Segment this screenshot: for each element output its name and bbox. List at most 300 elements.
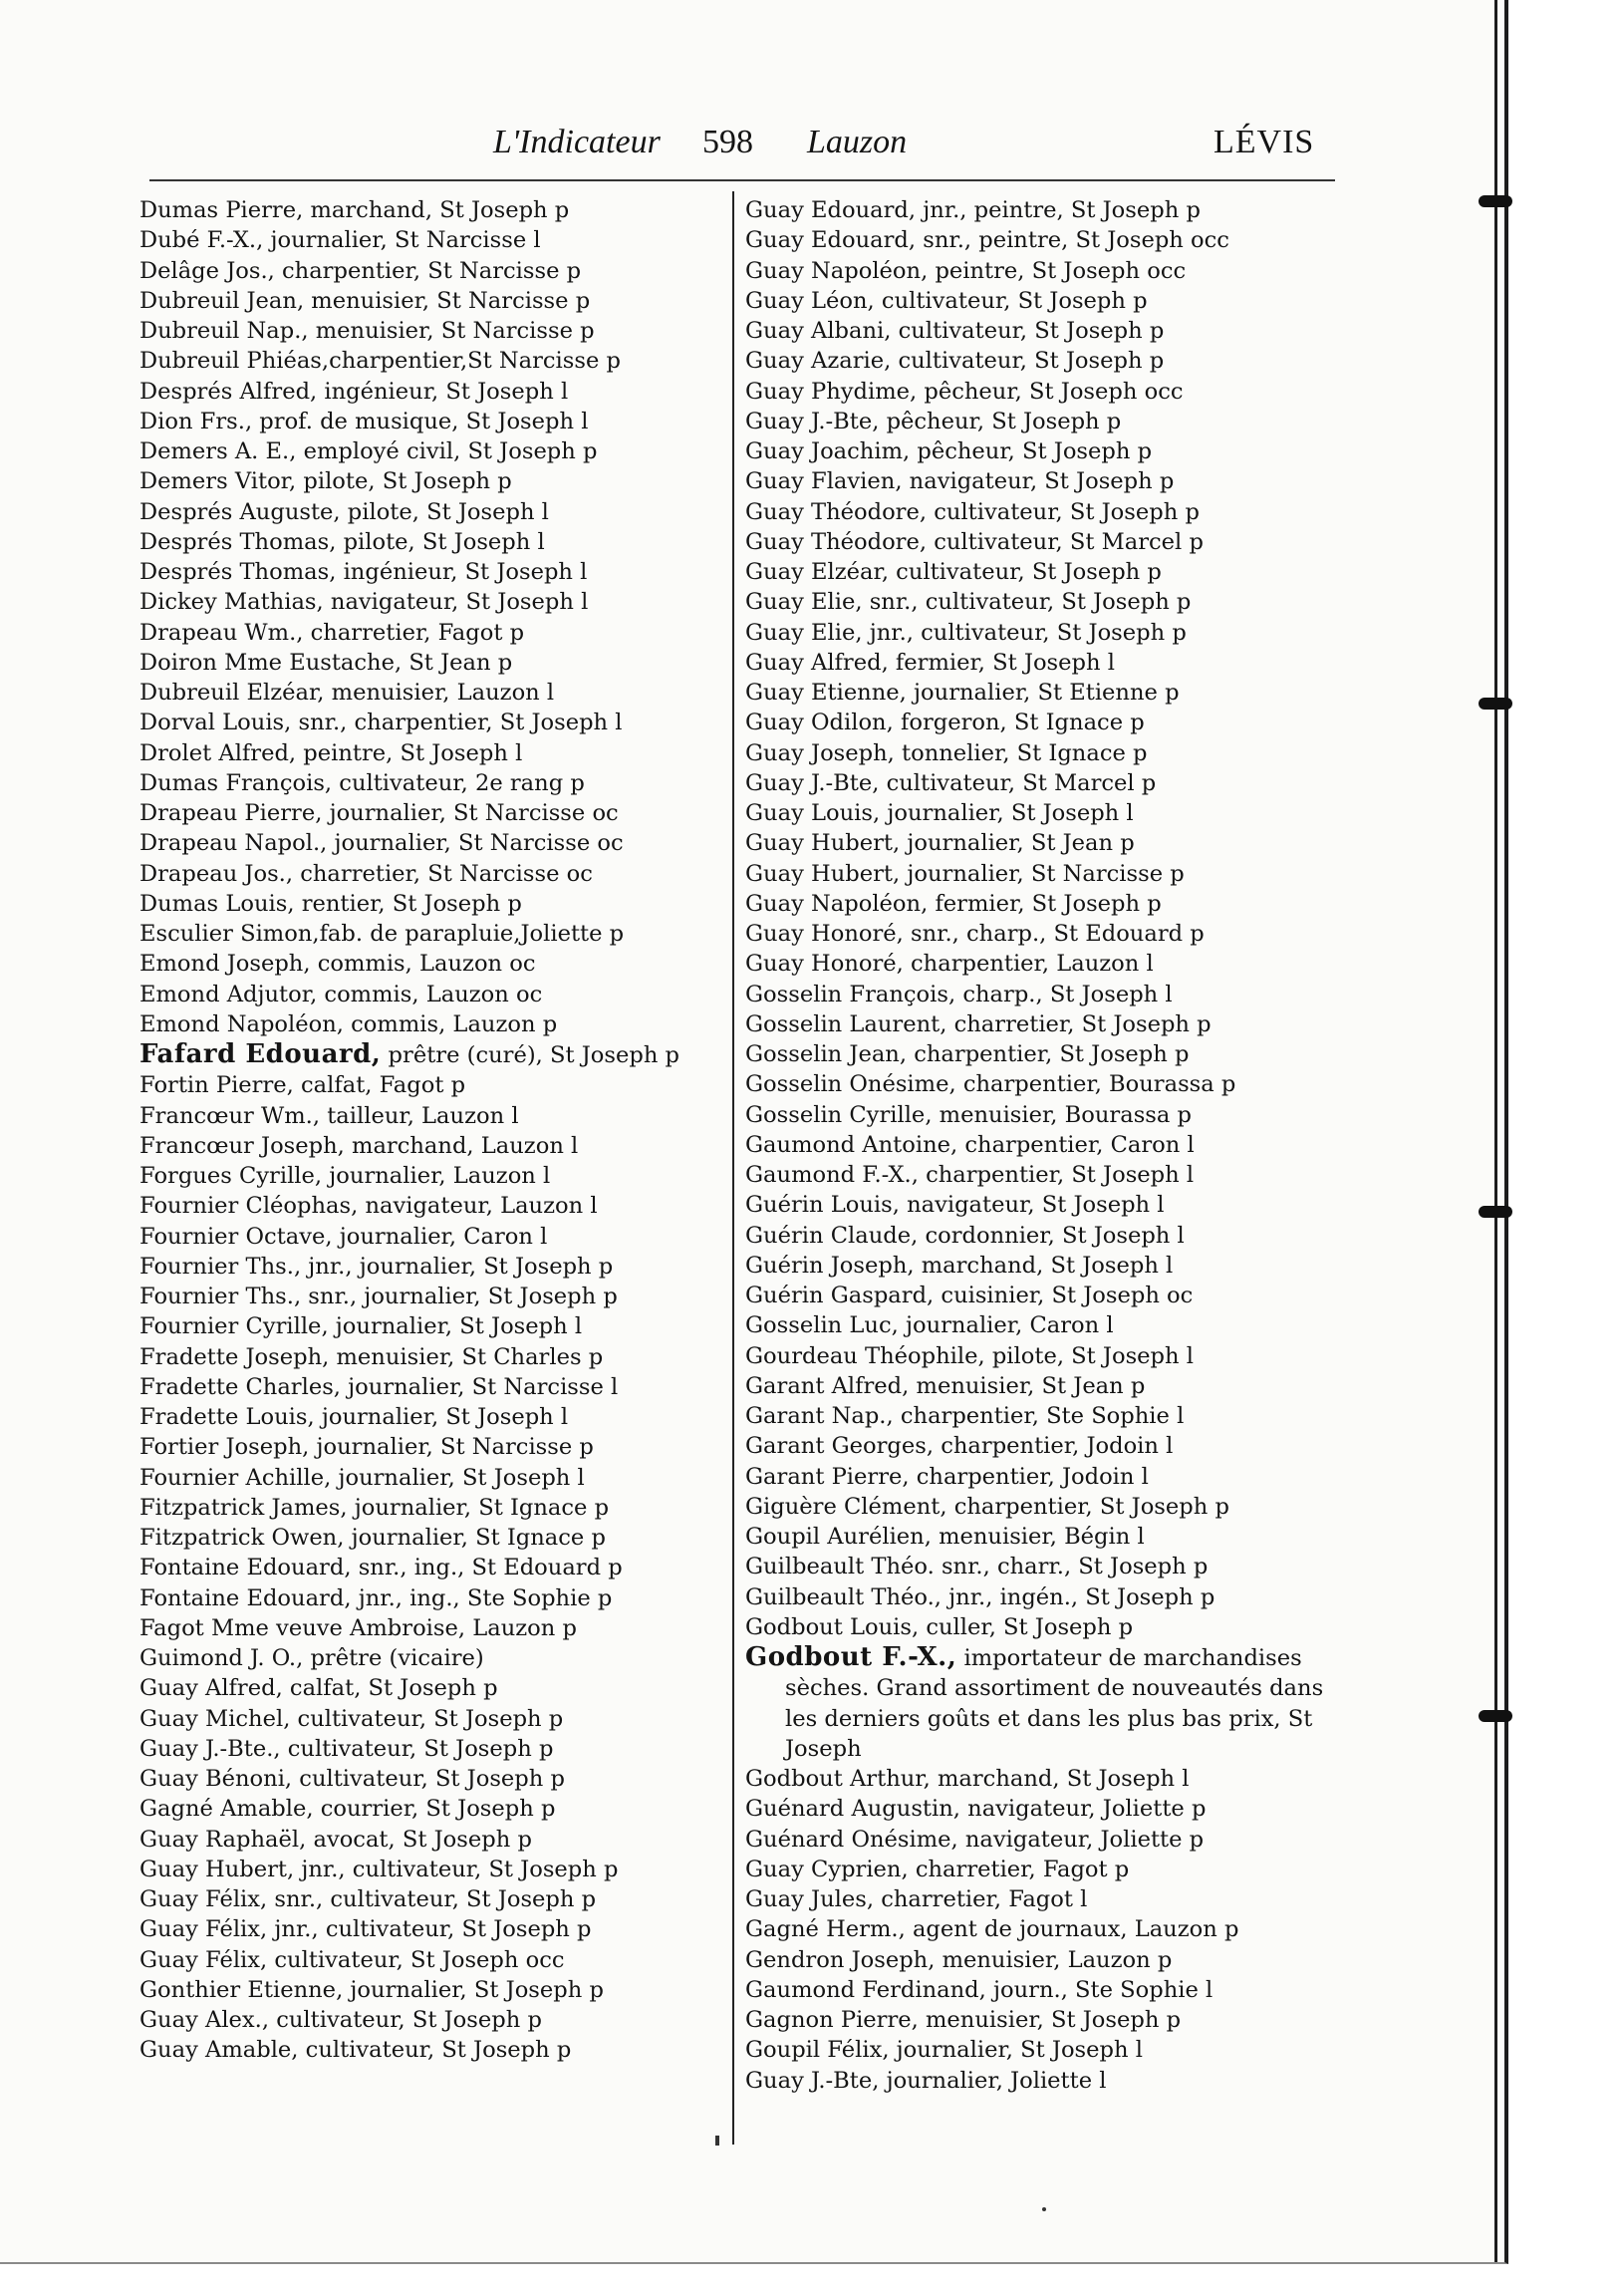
directory-entry (745, 708, 1333, 737)
entry-details: , charretier, St Narcisse oc (285, 860, 593, 887)
directory-entry (745, 2035, 1333, 2065)
entry-name: Guérin Gaspard (745, 1283, 928, 1308)
entry-details: , menuisier, St Narcisse p (296, 287, 591, 314)
entry-name: Garant Nap. (745, 1403, 887, 1429)
entry-details: , prof. de musique, St Joseph l (244, 408, 589, 434)
directory-entry (139, 1975, 722, 2005)
directory-entry (745, 1401, 1333, 1431)
directory-entry (139, 1463, 722, 1493)
entry-name: Gagné Herm. (745, 1916, 899, 1943)
left-column (139, 195, 722, 2066)
entry-name: Gagnon Pierre (745, 2007, 912, 2033)
directory-entry (745, 1884, 1333, 1914)
entry-details: , journalier, St Etienne p (899, 680, 1180, 706)
binding-clip (1479, 1710, 1512, 1722)
entry-name: Guay J.-Bte (745, 408, 873, 434)
directory-entry (745, 1642, 1333, 1764)
entry-name: Guilbeault Théo. (745, 1554, 935, 1580)
directory-entry (745, 195, 1333, 225)
section-place: Lauzon (807, 124, 908, 160)
entry-details: , journalier, Lauzon l (314, 1163, 551, 1189)
entry-details: veuve Ambroise, Lauzon p (268, 1614, 577, 1641)
entry-details: , pilote, St Joseph l (329, 528, 545, 555)
directory-entry (745, 1281, 1333, 1310)
entry-name: Fradette Charles (139, 1373, 334, 1400)
entry-details: , cultivateur, 2e rang p (324, 769, 585, 796)
directory-entry (745, 1582, 1333, 1612)
page-speck (1042, 2207, 1046, 2211)
directory-entry (745, 859, 1333, 889)
entry-name: Gaumond Ferdinand (745, 1976, 979, 2003)
directory-entry (139, 1402, 722, 1432)
entry-details: , marchand, St Joseph l (907, 1252, 1174, 1279)
directory-entry (139, 1311, 722, 1341)
directory-entry (139, 587, 722, 617)
entry-name: Guay Cyprien (745, 1856, 902, 1882)
entry-details: , menuisier, St Charles p (322, 1343, 604, 1370)
directory-entry (139, 889, 722, 919)
entry-name: Guay Elie (745, 619, 856, 646)
entry-details: , jnr., peintre, St Joseph p (908, 197, 1201, 223)
entry-name: Guay Hubert (745, 830, 893, 857)
entry-name: Guay Napoléon (745, 257, 922, 284)
entry-name: Drapeau Jos. (139, 860, 286, 887)
entry-name: Garant Alfred (745, 1372, 903, 1399)
entry-name: Gendron Joseph (745, 1946, 929, 1973)
entry-details: , menuisier, St Joseph p (911, 2007, 1182, 2033)
entry-name: Guay Phydime (745, 378, 911, 405)
entry-details: , cultivateur, St Marcel p (872, 769, 1157, 796)
entry-name: Fafard Edouard, (139, 1039, 382, 1069)
directory-entry (139, 828, 722, 858)
page-header (149, 124, 1335, 163)
entry-details: , cuisinier, St Joseph oc (927, 1283, 1194, 1308)
directory-entry (745, 407, 1333, 436)
entry-details: , snr., ing., St Edouard p (344, 1555, 623, 1581)
directory-entry (745, 466, 1333, 496)
entry-name: Guérin Louis (745, 1192, 893, 1219)
entry-name: Giguère Clément (745, 1493, 941, 1520)
entry-name: Guérin Joseph (745, 1252, 908, 1279)
entry-name: Doiron Mme (139, 649, 283, 676)
header-rule (149, 179, 1335, 181)
entry-details: , journalier, Caron l (891, 1312, 1114, 1339)
directory-entry (139, 195, 722, 225)
directory-entry (745, 1039, 1333, 1069)
entry-details: , charpentier, Jodoin l (926, 1433, 1174, 1460)
directory-entry (139, 1794, 722, 1824)
directory-entry (745, 2066, 1333, 2096)
directory-entry (745, 798, 1333, 828)
directory-entry (745, 1160, 1333, 1190)
entry-details: , rentier, St Joseph p (287, 890, 522, 917)
entry-details: , charpentier, Lauzon l (896, 951, 1154, 978)
directory-entry (139, 346, 722, 376)
entry-name: Fortier Joseph (139, 1434, 303, 1461)
entry-name: Dumas Pierre (139, 197, 297, 223)
entry-details: , jnr., cultivateur, St Joseph p (287, 1856, 619, 1882)
entry-details: , charretier, St Joseph p (940, 1010, 1212, 1037)
directory-entry (139, 225, 722, 255)
entry-details: , snr., cultivateur, St Joseph p (855, 589, 1192, 616)
entry-name: Dubreuil Nap. (139, 318, 302, 344)
directory-entry (745, 980, 1333, 1009)
directory-entry (139, 1432, 722, 1462)
entry-details: , journalier, St Narcisse oc (320, 830, 624, 857)
entry-details: , journalier, St Narcisse oc (315, 800, 619, 826)
entry-details: , menuisier, Lauzon l (317, 680, 555, 706)
entry-details: , pilote, St Joseph l (333, 498, 549, 525)
entry-name: Guay Edouard (745, 227, 909, 254)
directory-entry (745, 648, 1333, 678)
entry-name: Guénard Augustin (745, 1796, 953, 1823)
directory-entry (745, 587, 1333, 617)
entry-details: ,fab. de parapluie,Joliette p (312, 921, 625, 947)
entry-name: Fagot Mme (139, 1614, 269, 1641)
directory-entry (745, 1552, 1333, 1581)
entry-details: , jnr., ing., Ste Sophie p (344, 1584, 613, 1611)
binding-clip (1479, 195, 1512, 207)
entry-details: , journalier, St Ignace p (340, 1494, 610, 1521)
entry-details: , jnr., cultivateur, St Joseph p (260, 1916, 592, 1943)
entry-details: , journalier, Caron l (325, 1223, 548, 1250)
directory-entry (139, 708, 722, 737)
entry-name: Guay Azarie (745, 348, 885, 375)
directory-entry (745, 2005, 1333, 2035)
directory-entry (139, 1643, 722, 1673)
directory-entry (139, 377, 722, 407)
entry-name: Guay Félix (139, 1886, 261, 1912)
entry-name: Drapeau Pierre (139, 800, 316, 826)
directory-entry (139, 798, 722, 828)
entry-name: Fournier Achille (139, 1464, 325, 1491)
entry-details: , ingénieur, St Joseph l (329, 559, 588, 585)
entry-name: Gosselin Jean (745, 1041, 900, 1067)
entry-details: , journalier, St Joseph l (321, 1313, 583, 1340)
entry-name: Guay Etienne (745, 680, 900, 706)
entry-name: Fontaine Edouard (139, 1555, 345, 1581)
entry-name: Guay Elzéar (745, 559, 882, 585)
entry-details: , navigateur, Joliette p (952, 1796, 1207, 1823)
entry-details: , cultivateur, St Joseph p (881, 559, 1162, 585)
entry-name: Dubreuil Elzéar (139, 680, 318, 706)
entry-details: , jnr., cultivateur, St Joseph p (855, 619, 1187, 646)
directory-entry (745, 738, 1333, 768)
entry-details: , commis, Lauzon oc (303, 951, 536, 978)
entry-name: Guay Joachim (745, 438, 904, 464)
column-divider (732, 191, 734, 2145)
directory-entry (745, 436, 1333, 466)
entry-details: Eustache, St Jean p (282, 649, 513, 676)
entry-details: , cultivateur, St Joseph p (867, 287, 1148, 314)
entry-details: , snr., charp., St Edouard p (896, 921, 1205, 947)
directory-entry (139, 527, 722, 557)
entry-name: Després Auguste (139, 498, 334, 525)
entry-name: Gosselin Onésime (745, 1071, 949, 1098)
directory-entry (745, 256, 1333, 286)
entry-name: Gaumond Antoine (745, 1131, 950, 1158)
entry-name: Fournier Ths. (139, 1284, 294, 1309)
right-column (745, 195, 1333, 2096)
entry-name: Delâge Jos. (139, 257, 268, 284)
entry-name: Demers Vitor (139, 468, 290, 495)
entry-details: importateur de marchandises sèches. Grand assortiment de nouveautés dans les derniers goûts et dans les plus bas prix, St Joseph (785, 1645, 1324, 1762)
entry-name: Guay Amable (139, 2037, 292, 2064)
binding-clip (1479, 698, 1512, 710)
entry-details: , journalier, St Joseph l (882, 2037, 1143, 2064)
entry-details: , menuisier, St Jean p (902, 1372, 1146, 1399)
directory-entry (745, 1462, 1333, 1492)
entry-details: , menuisier, Bourassa p (925, 1101, 1193, 1128)
entry-details: , pilote, St Joseph p (289, 468, 512, 495)
directory-entry (745, 1310, 1333, 1340)
entry-name: Fournier Cléophas (139, 1193, 352, 1220)
directory-entry (745, 1945, 1333, 1975)
directory-entry (139, 678, 722, 708)
directory-entry (139, 1101, 722, 1131)
directory-entry (745, 949, 1333, 979)
entry-details: , cordonnier, St Joseph l (911, 1222, 1185, 1249)
entry-details: , ingénieur, St Joseph l (310, 378, 569, 405)
entry-details: , cultivateur, St Joseph p (884, 318, 1165, 344)
entry-details: , peintre, St Joseph occ (921, 257, 1187, 284)
entry-name: Gagné Amable (139, 1796, 307, 1823)
entry-details: , navigateur, St Joseph l (316, 589, 589, 616)
directory-entry (139, 738, 722, 768)
entry-name: Emond Adjutor (139, 981, 311, 1007)
entry-name: Fitzpatrick James (139, 1494, 341, 1521)
directory-entry (745, 1914, 1333, 1944)
directory-entry (139, 1764, 722, 1794)
entry-details: , agent de journaux, Lauzon p (898, 1916, 1239, 1943)
entry-details: , charpentier, St Joseph l (911, 1162, 1195, 1188)
entry-details: , peintre, St Joseph l (288, 739, 523, 766)
entry-details: ,charpentier,St Narcisse p (321, 348, 621, 375)
page-number: 598 (702, 124, 753, 160)
entry-details: , cultivateur, St Joseph p (919, 498, 1200, 525)
entry-details: , navigateur, Joliette p (950, 1826, 1205, 1853)
entry-details: , journalier, St Joseph l (324, 1464, 585, 1491)
entry-details: , prêtre (vicaire) (296, 1645, 484, 1671)
entry-details: , menuisier, Lauzon p (928, 1946, 1173, 1973)
directory-entry (139, 1673, 722, 1703)
directory-entry (139, 256, 722, 286)
entry-details: , marchand, Lauzon l (337, 1132, 579, 1159)
entry-name: Guay Théodore (745, 528, 920, 555)
entry-name: Drapeau Napol. (139, 830, 321, 857)
entry-details: , journalier, St Narcisse p (302, 1434, 594, 1461)
entry-name: Guay J.-Bte (745, 769, 873, 796)
entry-details: , cultivateur, St Joseph p (284, 1766, 565, 1792)
entry-details: , jnr., ingén., St Joseph p (934, 1583, 1215, 1610)
directory-entry (139, 768, 722, 798)
directory-entry (745, 225, 1333, 255)
entry-name: Goupil Aurélien (745, 1524, 925, 1550)
entry-name: Gosselin Cyrille (745, 1101, 926, 1128)
directory-entry (139, 1070, 722, 1100)
directory-entry (139, 980, 722, 1009)
entry-details: , menuisier, St Narcisse p (301, 318, 595, 344)
entry-name: Garant Pierre (745, 1463, 903, 1490)
entry-details: , cultivateur, St Joseph p (283, 1705, 564, 1732)
entry-details: , charpentier, Bourassa p (948, 1071, 1236, 1098)
directory-entry (745, 1522, 1333, 1552)
entry-name: Guay Léon (745, 287, 868, 314)
directory-entry (745, 1825, 1333, 1855)
binding-edge (1494, 0, 1497, 2262)
directory-entry (745, 768, 1333, 798)
entry-name: Francœur Joseph (139, 1132, 338, 1159)
entry-details: , calfat, Fagot p (286, 1072, 466, 1099)
directory-entry (745, 1069, 1333, 1099)
directory-entry (139, 1734, 722, 1764)
entry-details: , marchand, St Joseph l (923, 1766, 1190, 1792)
directory-entry (139, 648, 722, 678)
section-town: LÉVIS (1214, 124, 1315, 160)
entry-name: Fitzpatrick Owen (139, 1525, 338, 1551)
directory-entry (745, 828, 1333, 858)
entry-details: , charpentier, Caron l (950, 1131, 1195, 1158)
entry-name: Guay Hubert (139, 1856, 287, 1882)
directory-entry (745, 1341, 1333, 1371)
entry-details: , pêcheur, St Joseph p (872, 408, 1122, 434)
directory-entry (745, 377, 1333, 407)
entry-details: , navigateur, Lauzon l (351, 1193, 598, 1220)
directory-entry (745, 618, 1333, 648)
entry-name: Guay Michel (139, 1705, 284, 1732)
entry-name: Gonthier Etienne (139, 1976, 337, 2003)
entry-details: , avocat, St Joseph p (299, 1826, 532, 1853)
entry-name: Guay Honoré (745, 951, 897, 978)
entry-details: , charretier, Fagot p (296, 619, 525, 646)
entry-details: , charretier, Fagot p (901, 1856, 1130, 1882)
directory-entry (139, 497, 722, 527)
directory-entry (745, 1794, 1333, 1824)
entry-name: Guay Odilon (745, 710, 887, 736)
entry-name: Guénard Onésime (745, 1826, 951, 1853)
entry-name: Fournier Octave (139, 1223, 326, 1250)
entry-details: , navigateur, St Joseph l (892, 1192, 1165, 1219)
directory-entry (745, 316, 1333, 346)
entry-details: , courrier, St Joseph p (306, 1796, 556, 1823)
entry-details: , journalier, St Joseph p (336, 1976, 604, 2003)
entry-details: , charpentier, St Joseph p (899, 1041, 1190, 1067)
directory-entry (745, 1431, 1333, 1461)
entry-details: , journalier, St Joseph l (873, 800, 1134, 826)
directory-entry (139, 1222, 722, 1252)
directory-entry (139, 1131, 722, 1161)
directory-entry (139, 1009, 722, 1039)
directory-entry (139, 1252, 722, 1282)
entry-name: Gourdeau Théophile (745, 1342, 978, 1369)
entry-details: , cultivateur, St Joseph p (291, 2037, 572, 2064)
entry-details: , snr., charpentier, St Joseph l (284, 710, 623, 736)
entry-name: Guay Albani (745, 318, 885, 344)
directory-entry (139, 1523, 722, 1553)
entry-name: Guérin Claude (745, 1222, 912, 1249)
directory-entry (745, 1251, 1333, 1281)
entry-details: , charretier, Fagot l (866, 1886, 1088, 1912)
directory-entry (139, 1372, 722, 1402)
entry-name: Guay Alfred (139, 1675, 276, 1702)
entry-name: Dickey Mathias (139, 589, 317, 616)
entry-details: , journalier, Joliette l (872, 2067, 1107, 2094)
entry-name: Guay Hubert (745, 860, 893, 887)
entry-name: Gosselin François (745, 981, 948, 1007)
entry-details: , journalier, St Narcisse p (893, 860, 1185, 887)
entry-details: , charpentier, St Narcisse p (267, 257, 582, 284)
entry-name: Goupil Félix (745, 2037, 883, 2064)
entry-details: , pêcheur, St Joseph p (903, 438, 1153, 464)
directory-entry (745, 497, 1333, 527)
entry-name: Guay Bénoni (139, 1766, 285, 1792)
entry-name: Drolet Alfred (139, 739, 289, 766)
directory-entry (745, 1764, 1333, 1794)
entry-name: Esculier Simon (139, 921, 313, 947)
entry-name: Godbout F.-X., (745, 1642, 957, 1672)
directory-entry (745, 286, 1333, 316)
directory-entry (139, 407, 722, 436)
entry-details: , journalier, St Narcisse l (333, 1373, 619, 1400)
entry-details: , cultivateur, St Joseph p (884, 348, 1165, 375)
directory-entry (139, 1855, 722, 1884)
entry-details: , journalier, St Joseph l (307, 1404, 569, 1430)
binding-clip (1479, 1206, 1512, 1218)
entry-name: Guay Félix (139, 1916, 261, 1943)
directory-entry (139, 1161, 722, 1191)
entry-details: , fermier, St Joseph p (921, 890, 1162, 917)
directory-entry (745, 527, 1333, 557)
entry-details: , calfat, St Joseph p (275, 1675, 498, 1702)
entry-name: Fournier Cyrille (139, 1313, 322, 1340)
directory-entry (745, 1190, 1333, 1220)
directory-entry (139, 1613, 722, 1643)
directory-entry (745, 1612, 1333, 1642)
directory-entry (745, 1371, 1333, 1401)
directory-entry (139, 1282, 722, 1311)
directory-entry (139, 557, 722, 587)
entry-details: , forgeron, St Ignace p (886, 710, 1145, 736)
directory-entry (139, 2035, 722, 2065)
directory-entry (745, 889, 1333, 919)
directory-entry (745, 557, 1333, 587)
entry-name: Guilbeault Théo. (745, 1583, 935, 1610)
entry-name: Dumas François (139, 769, 325, 796)
entry-details: , charpentier, Ste Sophie l (886, 1403, 1185, 1429)
entry-name: Després Alfred (139, 378, 311, 405)
entry-name: Guimond J. O. (139, 1645, 297, 1671)
entry-name: Guay Jules (745, 1886, 867, 1912)
entry-name: Fontaine Edouard (139, 1584, 345, 1611)
entry-name: Guay J.-Bte (745, 2067, 873, 2094)
directory-entry (139, 316, 722, 346)
entry-details: , snr., journalier, St Joseph p (293, 1284, 618, 1309)
entry-name: Guay Napoléon (745, 890, 922, 917)
entry-name: Gaumond F.-X. (745, 1162, 912, 1188)
entry-details: , charpentier, Jodoin l (902, 1463, 1149, 1490)
entry-details: , menuisier, Bégin l (924, 1524, 1145, 1550)
directory-entry (139, 466, 722, 496)
directory-entry (139, 286, 722, 316)
entry-name: Francœur Wm. (139, 1102, 313, 1129)
directory-entry (745, 678, 1333, 708)
entry-name: Guay Flavien (745, 468, 896, 495)
entry-details: , journalier, St Narcisse l (256, 227, 541, 254)
entry-name: Guay Honoré (745, 921, 897, 947)
entry-details: , cultivateur, St Marcel p (919, 528, 1204, 555)
entry-details: , pêcheur, St Joseph occ (910, 378, 1184, 405)
entry-details: , tailleur, Lauzon l (312, 1102, 519, 1129)
